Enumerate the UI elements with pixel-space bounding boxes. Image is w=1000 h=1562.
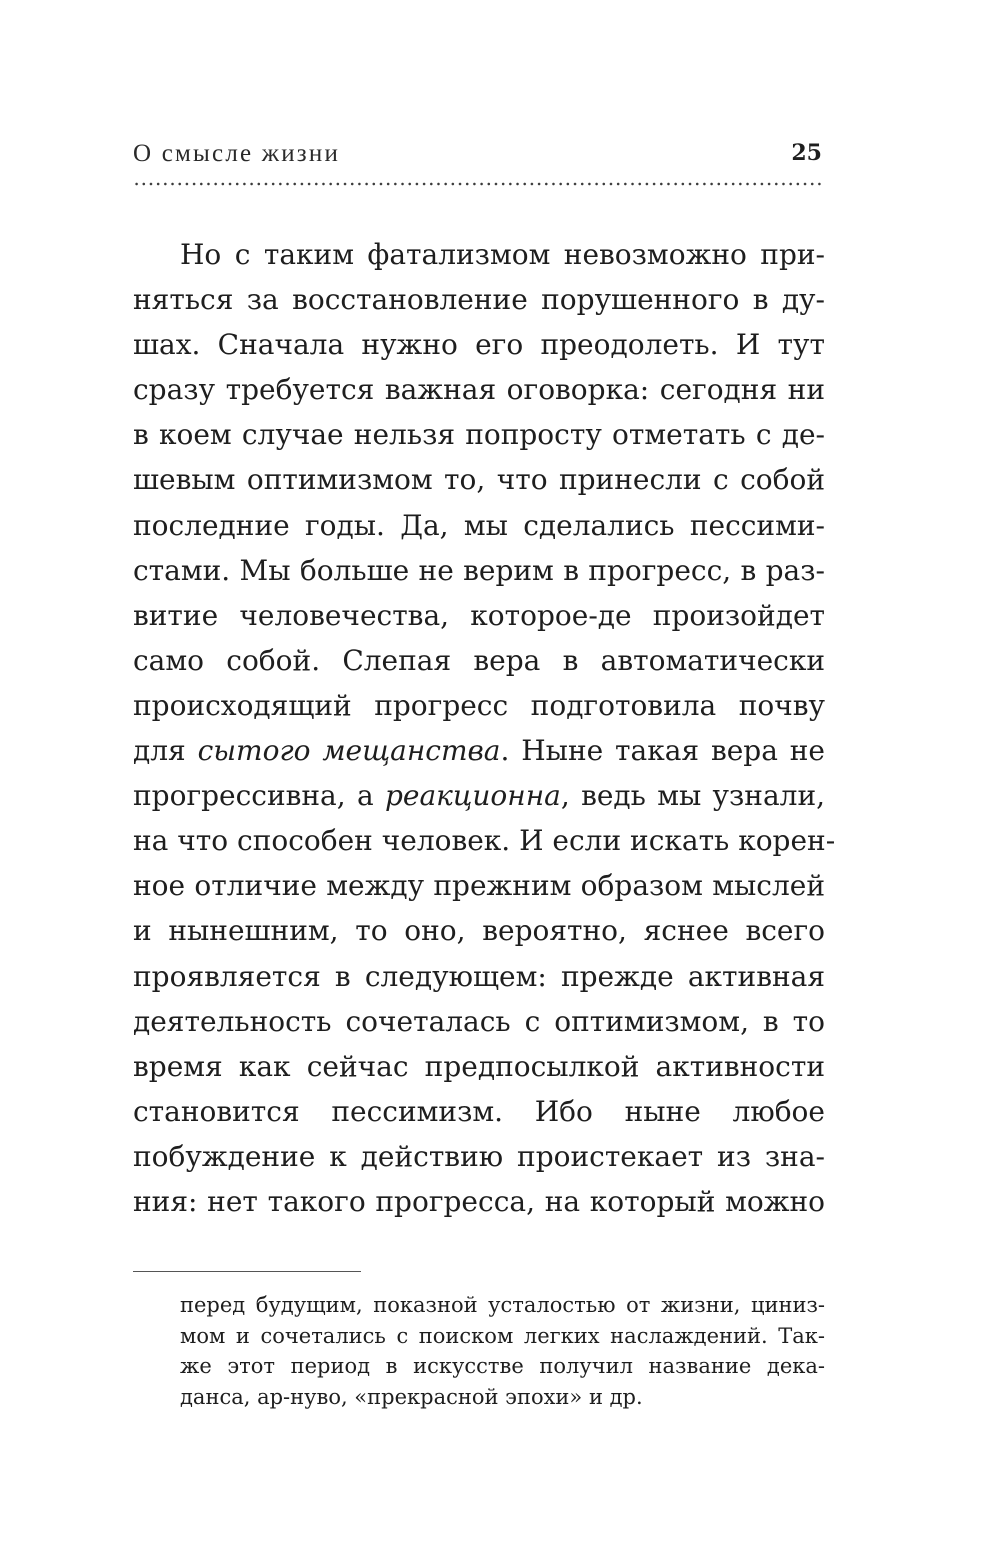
text-line: и нынешним, то оно, вероятно, яснее всего xyxy=(133,914,825,948)
text-line: шевым оптимизмом то, что принесли с собой xyxy=(133,463,825,497)
text-line: побуждение к действию проистекает из зна- xyxy=(133,1139,825,1173)
text-line: ния: нет такого прогресса, на который можно xyxy=(133,1184,825,1218)
text-line: само собой. Слепая вера в автоматически xyxy=(133,643,825,677)
text-line xyxy=(133,728,825,773)
italic-run: реакционна xyxy=(384,779,561,813)
text-line: ное отличие между прежним образом мыслей xyxy=(133,869,825,903)
text-line: стами. Мы больше не верим в прогресс, в раз- xyxy=(133,553,825,587)
footnote-line: данса, ар-нуво, «прекрасной эпохи» и др. xyxy=(180,1384,643,1409)
text-line: Но с таким фатализмом невозможно при- xyxy=(180,238,825,271)
dotted-rule xyxy=(133,182,825,186)
text-run: прогрессивна, а xyxy=(133,779,385,813)
footnote-line: мом и сочетались с поиском легких наслаждений. Так- xyxy=(180,1323,825,1348)
footnote xyxy=(180,1290,825,1412)
text-line: происходящий прогресс подготовила почву xyxy=(133,688,825,722)
running-head: О смысле жизни xyxy=(133,140,341,167)
body-text xyxy=(133,232,836,1224)
text-run: для xyxy=(133,734,198,768)
text-line: витие человечества, которое-де произойдет xyxy=(133,598,825,632)
footnote-line: перед будущим, показной усталостью от жизни, циниз- xyxy=(180,1293,825,1317)
text-line: время как сейчас предпосылкой активности xyxy=(133,1049,825,1083)
italic-run: сытого мещанства xyxy=(197,734,501,768)
text-line: на что способен человек. И если искать корен- xyxy=(133,824,836,858)
text-run: , ведь мы узнали, xyxy=(560,779,826,813)
text-line: в коем случае нельзя попросту отметать с де- xyxy=(133,418,825,452)
text-line: последние годы. Да, мы сделались пессими- xyxy=(133,508,825,542)
footnote-line: же этот период в искусстве получил название дека- xyxy=(180,1354,825,1378)
text-line xyxy=(133,773,825,818)
footnote-rule xyxy=(133,1271,361,1272)
text-line: становится пессимизм. Ибо ныне любое xyxy=(133,1094,825,1128)
text-line: няться за восстановление порушенного в ду- xyxy=(133,283,825,317)
text-line: деятельность сочеталась с оптимизмом, в то xyxy=(133,1004,825,1038)
text-line: шах. Сначала нужно его преодолеть. И тут xyxy=(133,328,825,362)
text-line: проявляется в следующем: прежде активная xyxy=(133,959,825,993)
text-line: сразу требуется важная оговорка: сегодня ни xyxy=(133,373,825,407)
text-run: . Ныне такая вера не xyxy=(500,734,825,768)
page-number: 25 xyxy=(791,140,822,166)
